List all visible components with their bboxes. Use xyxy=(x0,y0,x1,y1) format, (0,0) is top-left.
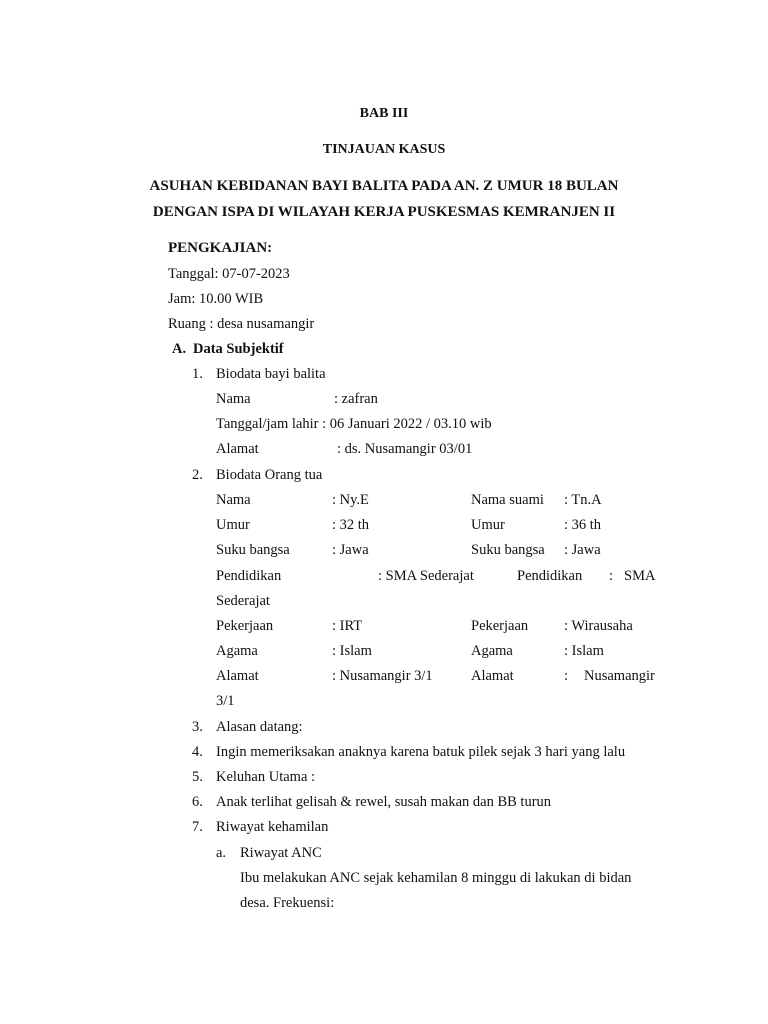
list-item-text: Ingin memeriksakan anaknya karena batuk pilek sejak 3 hari yang lalu xyxy=(216,744,626,760)
father-label: Pekerjaan xyxy=(471,618,529,634)
father-value: Nusamangir xyxy=(584,668,655,684)
list-item-number: 3. xyxy=(192,719,203,735)
father-value: : Jawa xyxy=(564,542,601,558)
father-label: Suku bangsa xyxy=(471,542,545,558)
anc-paragraph-line-2: desa. Frekuensi: xyxy=(240,895,335,911)
list-item-number: 1. xyxy=(192,366,203,382)
chapter-number: BAB III xyxy=(359,106,409,121)
father-value: : Tn.A xyxy=(564,492,602,508)
father-value: : 36 th xyxy=(564,517,602,533)
document-title-line-1: ASUHAN KEBIDANAN BAYI BALITA PADA AN. Z UMUR 18 BULAN xyxy=(149,178,619,194)
father-value-continued: Sederajat xyxy=(216,593,270,609)
mother-label: Suku bangsa xyxy=(216,542,290,558)
mother-label: Umur xyxy=(216,517,250,533)
mother-value: : IRT xyxy=(332,618,363,634)
mother-value: : Ny.E xyxy=(332,492,369,508)
father-value: : Islam xyxy=(564,643,604,659)
mother-label: Nama xyxy=(216,492,251,508)
father-label: Umur xyxy=(471,517,505,533)
anc-paragraph-line-1: Ibu melakukan ANC sejak kehamilan 8 minggu di lakukan di bidan xyxy=(240,870,632,886)
father-label: Nama suami xyxy=(471,492,544,508)
mother-value: : SMA Sederajat xyxy=(378,568,474,584)
assessment-heading: PENGKAJIAN: xyxy=(168,240,273,256)
list-item-number: 6. xyxy=(192,794,203,810)
mother-value: : Jawa xyxy=(332,542,369,558)
baby-address-label: Alamat xyxy=(216,441,259,457)
assessment-date: Tanggal: 07-07-2023 xyxy=(168,266,290,282)
father-label: Alamat xyxy=(471,668,514,684)
sub-item-marker: a. xyxy=(216,845,227,861)
father-label: Pendidikan xyxy=(517,568,583,584)
baby-name-value: : zafran xyxy=(334,391,378,407)
assessment-room: Ruang : desa nusamangir xyxy=(168,316,315,332)
list-item-number: 2. xyxy=(192,467,203,483)
mother-label: Alamat xyxy=(216,668,259,684)
father-label: Agama xyxy=(471,643,513,659)
mother-value: : 32 th xyxy=(332,517,370,533)
father-value-continued: 3/1 xyxy=(216,693,235,709)
list-item-text: Keluhan Utama : xyxy=(216,769,316,785)
document-title-line-2: DENGAN ISPA DI WILAYAH KERJA PUSKESMAS KEMRANJEN II xyxy=(152,204,616,220)
list-item-text: Anak terlihat gelisah & rewel, susah makan dan BB turun xyxy=(216,794,552,810)
mother-label: Pekerjaan xyxy=(216,618,274,634)
father-value: : Wirausaha xyxy=(564,618,633,634)
sub-item-title: Riwayat ANC xyxy=(240,845,322,861)
baby-address-value: : ds. Nusamangir 03/01 xyxy=(337,441,473,457)
baby-name-label: Nama xyxy=(216,391,251,407)
father-colon: : xyxy=(609,568,614,584)
mother-label: Pendidikan xyxy=(216,568,282,584)
list-item-text: Alasan datang: xyxy=(216,719,303,735)
list-item-number: 4. xyxy=(192,744,203,760)
baby-dob: Tanggal/jam lahir : 06 Januari 2022 / 03.10 wib xyxy=(216,416,492,432)
list-item-text: Biodata bayi balita xyxy=(216,366,326,382)
father-colon: : xyxy=(564,668,569,684)
father-value: SMA xyxy=(624,568,656,584)
mother-value: : Islam xyxy=(332,643,372,659)
mother-value: : Nusamangir 3/1 xyxy=(332,668,433,684)
list-item-text: Biodata Orang tua xyxy=(216,467,323,483)
mother-label: Agama xyxy=(216,643,258,659)
chapter-title: TINJAUAN KASUS xyxy=(322,142,446,157)
list-item-number: 7. xyxy=(192,819,203,835)
list-item-text: Riwayat kehamilan xyxy=(216,819,329,835)
section-a-title: Data Subjektif xyxy=(193,341,284,357)
assessment-time: Jam: 10.00 WIB xyxy=(168,291,264,307)
list-item-number: 5. xyxy=(192,769,203,785)
section-a-marker: A. xyxy=(172,341,187,357)
